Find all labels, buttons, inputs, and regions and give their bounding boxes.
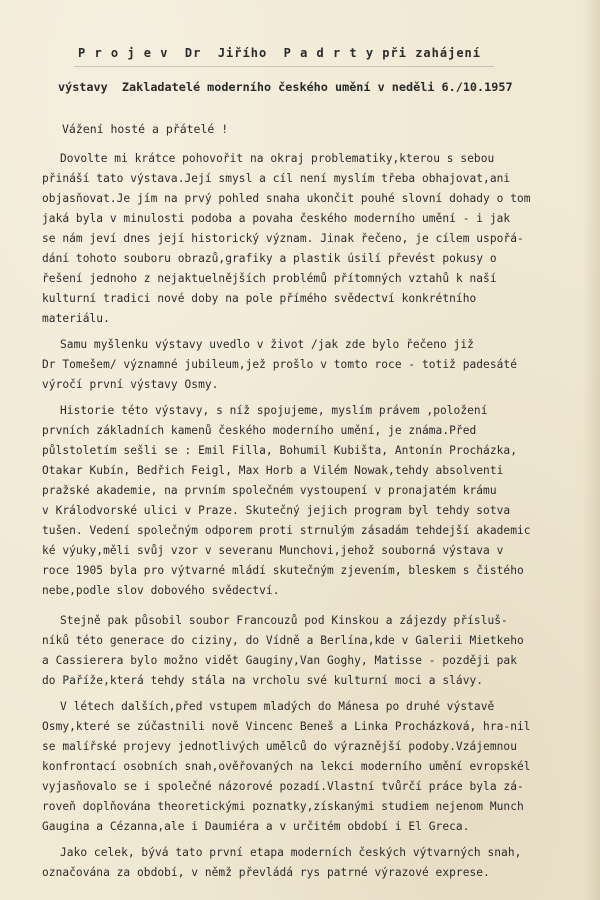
paragraph-3-line: půlstoletím sešli se : Emil Filla, Bohumil Kubišta, Antonín Procházka, [42, 444, 517, 457]
paragraph-3-line: Otakar Kubín, Bedřich Feigl, Max Horb a Vilém Nowak,tehdy absolventi [42, 464, 504, 477]
paragraph-2-line: Dr Tomešem/ významné jubileum,jež prošlo v tomto roce - totiž padesáté [42, 358, 517, 371]
paragraph-1-line: dání tohoto souboru obrazů,grafiky a plastik úsilí převést pokusy o [42, 252, 497, 265]
paragraph-1-line: jaká byla v minulosti podoba a povaha českého moderního umění - i jak [42, 212, 511, 225]
paragraph-4-line: Stejně pak působil soubor Francouzů pod Kinskou a zájezdy přísluš- [60, 614, 508, 627]
paragraph-5-line: V létech dalších,před vstupem mladých do Mánesa po druhé výstavě [60, 700, 495, 713]
paragraph-3-line: v Králodvorské ulici v Praze. Skutečný jejich program byl tehdy sotva [42, 504, 511, 517]
paragraph-4-line: níků této generace do ciziny, do Vídně a Berlína,kde v Galerii Mietkeho [42, 634, 524, 647]
paragraph-1-line: řešení jednoho z nejaktuelnějších problémů přítomných vztahů k naší [42, 272, 497, 285]
paragraph-5-line: Gaugina a Cézanna,ale i Daumiéra a v určitém období i El Greca. [42, 820, 470, 833]
paragraph-3-line: nebe,podle slov dobového svědectví. [42, 584, 280, 597]
paragraph-6-line: označována za období, v němž převládá rys patrné výrazové exprese. [42, 866, 490, 879]
speech-title: P r o j e v Dr Jiřího P a d r t y při zahájení [78, 46, 482, 60]
paragraph-5-line: se malířské projevy jednotlivých umělců do výraznější podoby.Vzájemnou [42, 740, 517, 753]
paragraph-1-line: Dovolte mi krátce pohovořit na okraj problematiky,kterou s sebou [60, 152, 495, 165]
paragraph-3-line: tušen. Vedení společným odporem proti strnulým zásadám tehdejší akademic [42, 524, 531, 537]
paragraph-5-line: vyjasňovalo se i společné názorové pozadí.Vlastní tvůrčí práce byla zá- [42, 780, 524, 793]
paragraph-1-line: se nám jeví dnes její historický význam. Jinak řečeno, je cílem uspořá- [42, 232, 524, 245]
paragraph-5-line: roveň doplňována theoretickými poznatky,získanými studiem nejenom Munch [42, 800, 524, 813]
paragraph-6-line: Jako celek, bývá tato první etapa moderních českých výtvarných snah, [60, 846, 522, 859]
paragraph-3-line: Historie této výstavy, s níž spojujeme, myslím právem ,položení [60, 404, 488, 417]
paragraph-1-line: materiálu. [42, 312, 110, 325]
paragraph-4-line: do Paříže,která tehdy stála na vrcholu své kulturní moci a slávy. [42, 674, 484, 687]
title-underline [74, 66, 494, 67]
paragraph-3-line: pražské akademie, na prvním společném vystoupení v pronajatém krámu [42, 484, 497, 497]
salutation: Vážení hosté a přátelé ! [62, 122, 229, 136]
paragraph-2-line: Samu myšlenku výstavy uvedlo v život /jak zde bylo řečeno již [60, 338, 474, 351]
paragraph-4-line: a Cassierera bylo možno vidět Gauginy,Van Goghy, Matisse - později pak [42, 654, 517, 667]
paper-edge-shadow [582, 0, 600, 900]
paragraph-3-line: prvních základních kamenů českého moderního umění, je známa.Před [42, 424, 477, 437]
paragraph-3-line: roce 1905 byla pro výtvarné mládí skutečným zjevením, bleskem s čistého [42, 564, 524, 577]
paragraph-1-line: objasňovat.Je jím na prvý pohled snaha ukončit pouhé slovní dohady o tom [42, 192, 531, 205]
exhibition-subtitle: výstavy Zakladatelé moderního českého umění v neděli 6./10.1957 [58, 80, 513, 94]
paragraph-5-line: konfrontací osobních snah,ověřovaných na lekci moderního umění evropskél [42, 760, 531, 773]
paragraph-2-line: výročí první výstavy Osmy. [42, 378, 219, 391]
paragraph-1-line: kulturní tradici nové doby na pole přímého svědectví konkrétního [42, 292, 477, 305]
paragraph-5-line: Osmy,které se zúčastnili nově Vincenc Beneš a Linka Procházková, hra-nil [42, 720, 531, 733]
paragraph-3-line: ké výuky,měli svůj vzor v severanu Munchovi,jehož souborná výstava v [42, 544, 504, 557]
paragraph-1-line: přináší tato výstava.Její smysl a cíl není myslím třeba obhajovat,ani [42, 172, 511, 185]
